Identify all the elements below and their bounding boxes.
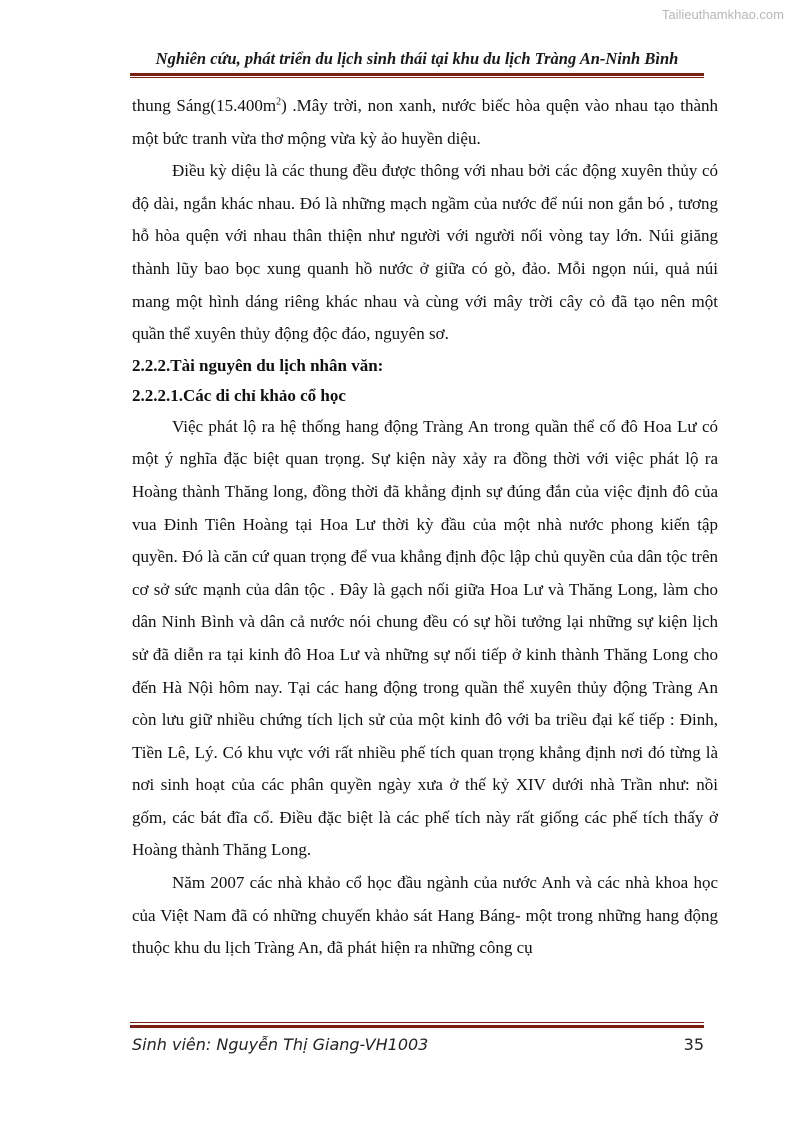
subsection-heading: 2.2.2.1.Các di chỉ khảo cổ học <box>132 385 346 405</box>
paragraph-text-end: ) .Mây trời, non xanh, nước biếc hòa quện vào nhau tạo thành một bức tranh vừa thơ mộng vừa kỳ ảo huyền diệu. <box>132 96 718 148</box>
paragraph: Năm 2007 các nhà khảo cổ học đầu ngành của nước Anh và các nhà khoa học của Việt Nam đã có những chuyến khảo sát Hang Báng- một trong những hang động thuộc khu du lịch Tràng An, đã phát hiện ra những công cụ <box>132 873 718 958</box>
header-rule-thick <box>130 73 704 76</box>
footer-rule-thin <box>130 1022 704 1023</box>
watermark-text: Tailieuthamkhao.com <box>661 7 784 22</box>
superscript: 2 <box>276 96 282 108</box>
footer-rule-thick <box>130 1025 704 1028</box>
header-rule-thin <box>130 77 704 78</box>
running-header-title: Nghiên cứu, phát triển du lịch sinh thái tại khu du lịch Tràng An-Ninh Bình <box>155 49 679 68</box>
paragraph: Điều kỳ diệu là các thung đều được thông với nhau bởi các động xuyên thủy có độ dài, ngắn khác nhau. Đó là những mạch ngầm của nước để núi non gắn bó , tương hỗ hòa quện với nhau thân thiện như người với người nối vòng tay lớn. Núi giăng thành lũy bao bọc xung quanh hồ nước ở giữa có gò, đảo. Mỗi ngọn núi, quả núi mang một hình dáng riêng khác nhau và cùng với mây trời cây cỏ đã tạo nên một quần thể xuyên thủy động độc đáo, nguyên sơ. <box>132 161 718 344</box>
paragraph-continued <box>132 90 718 155</box>
footer-student-name: Sinh viên: Nguyễn Thị Giang-VH1003 <box>132 1035 429 1054</box>
page-number: 35 <box>683 1035 704 1054</box>
paragraph: Việc phát lộ ra hệ thống hang động Tràng An trong quần thể cố đô Hoa Lư có một ý nghĩa đặc biệt quan trọng. Sự kiện này xảy ra đồng thời với việc phát lộ ra Hoàng thành Thăng long, đồng thời đã khẳng định sự đúng đắn của việc định đô của vua Đinh Tiên Hoàng tại Hoa Lư thời kỳ đầu của một nhà nước phong kiến tập quyền. Đó là căn cứ quan trọng để vua khẳng định độc lập chủ quyền của dân tộc trên cơ sở sức mạnh của dân tộc . Đây là gạch nối giữa Hoa Lư và Thăng Long, làm cho dân Ninh Bình và dân cả nước nói chung đều có sự hồi tưởng lại những sự kiện lịch sử đã diễn ra tại kinh đô Hoa Lư và những sự nối tiếp ở kinh thành Thăng Long cho đến Hà Nội hôm nay. Tại các hang động trong quần thể xuyên thủy động Tràng An còn lưu giữ nhiều chứng tích lịch sử của một kinh đô với ba triều đại kế tiếp : Đinh, Tiền Lê, Lý. Có khu vực với rất nhiều phế tích quan trọng khẳng định nơi đó từng là nơi sinh hoạt của các phân quyền ngày xưa ở thế kỷ XIV dưới nhà Trần như: nồi gốm, các bát đĩa cổ. Điều đặc biệt là các phế tích này rất giống các phế tích thấy ở Hoàng thành Thăng Long. <box>132 416 718 860</box>
paragraph-text-start: thung Sáng(15.400m <box>132 96 277 115</box>
section-heading: 2.2.2.Tài nguyên du lịch nhân văn: <box>132 355 384 375</box>
page-body <box>132 90 718 965</box>
